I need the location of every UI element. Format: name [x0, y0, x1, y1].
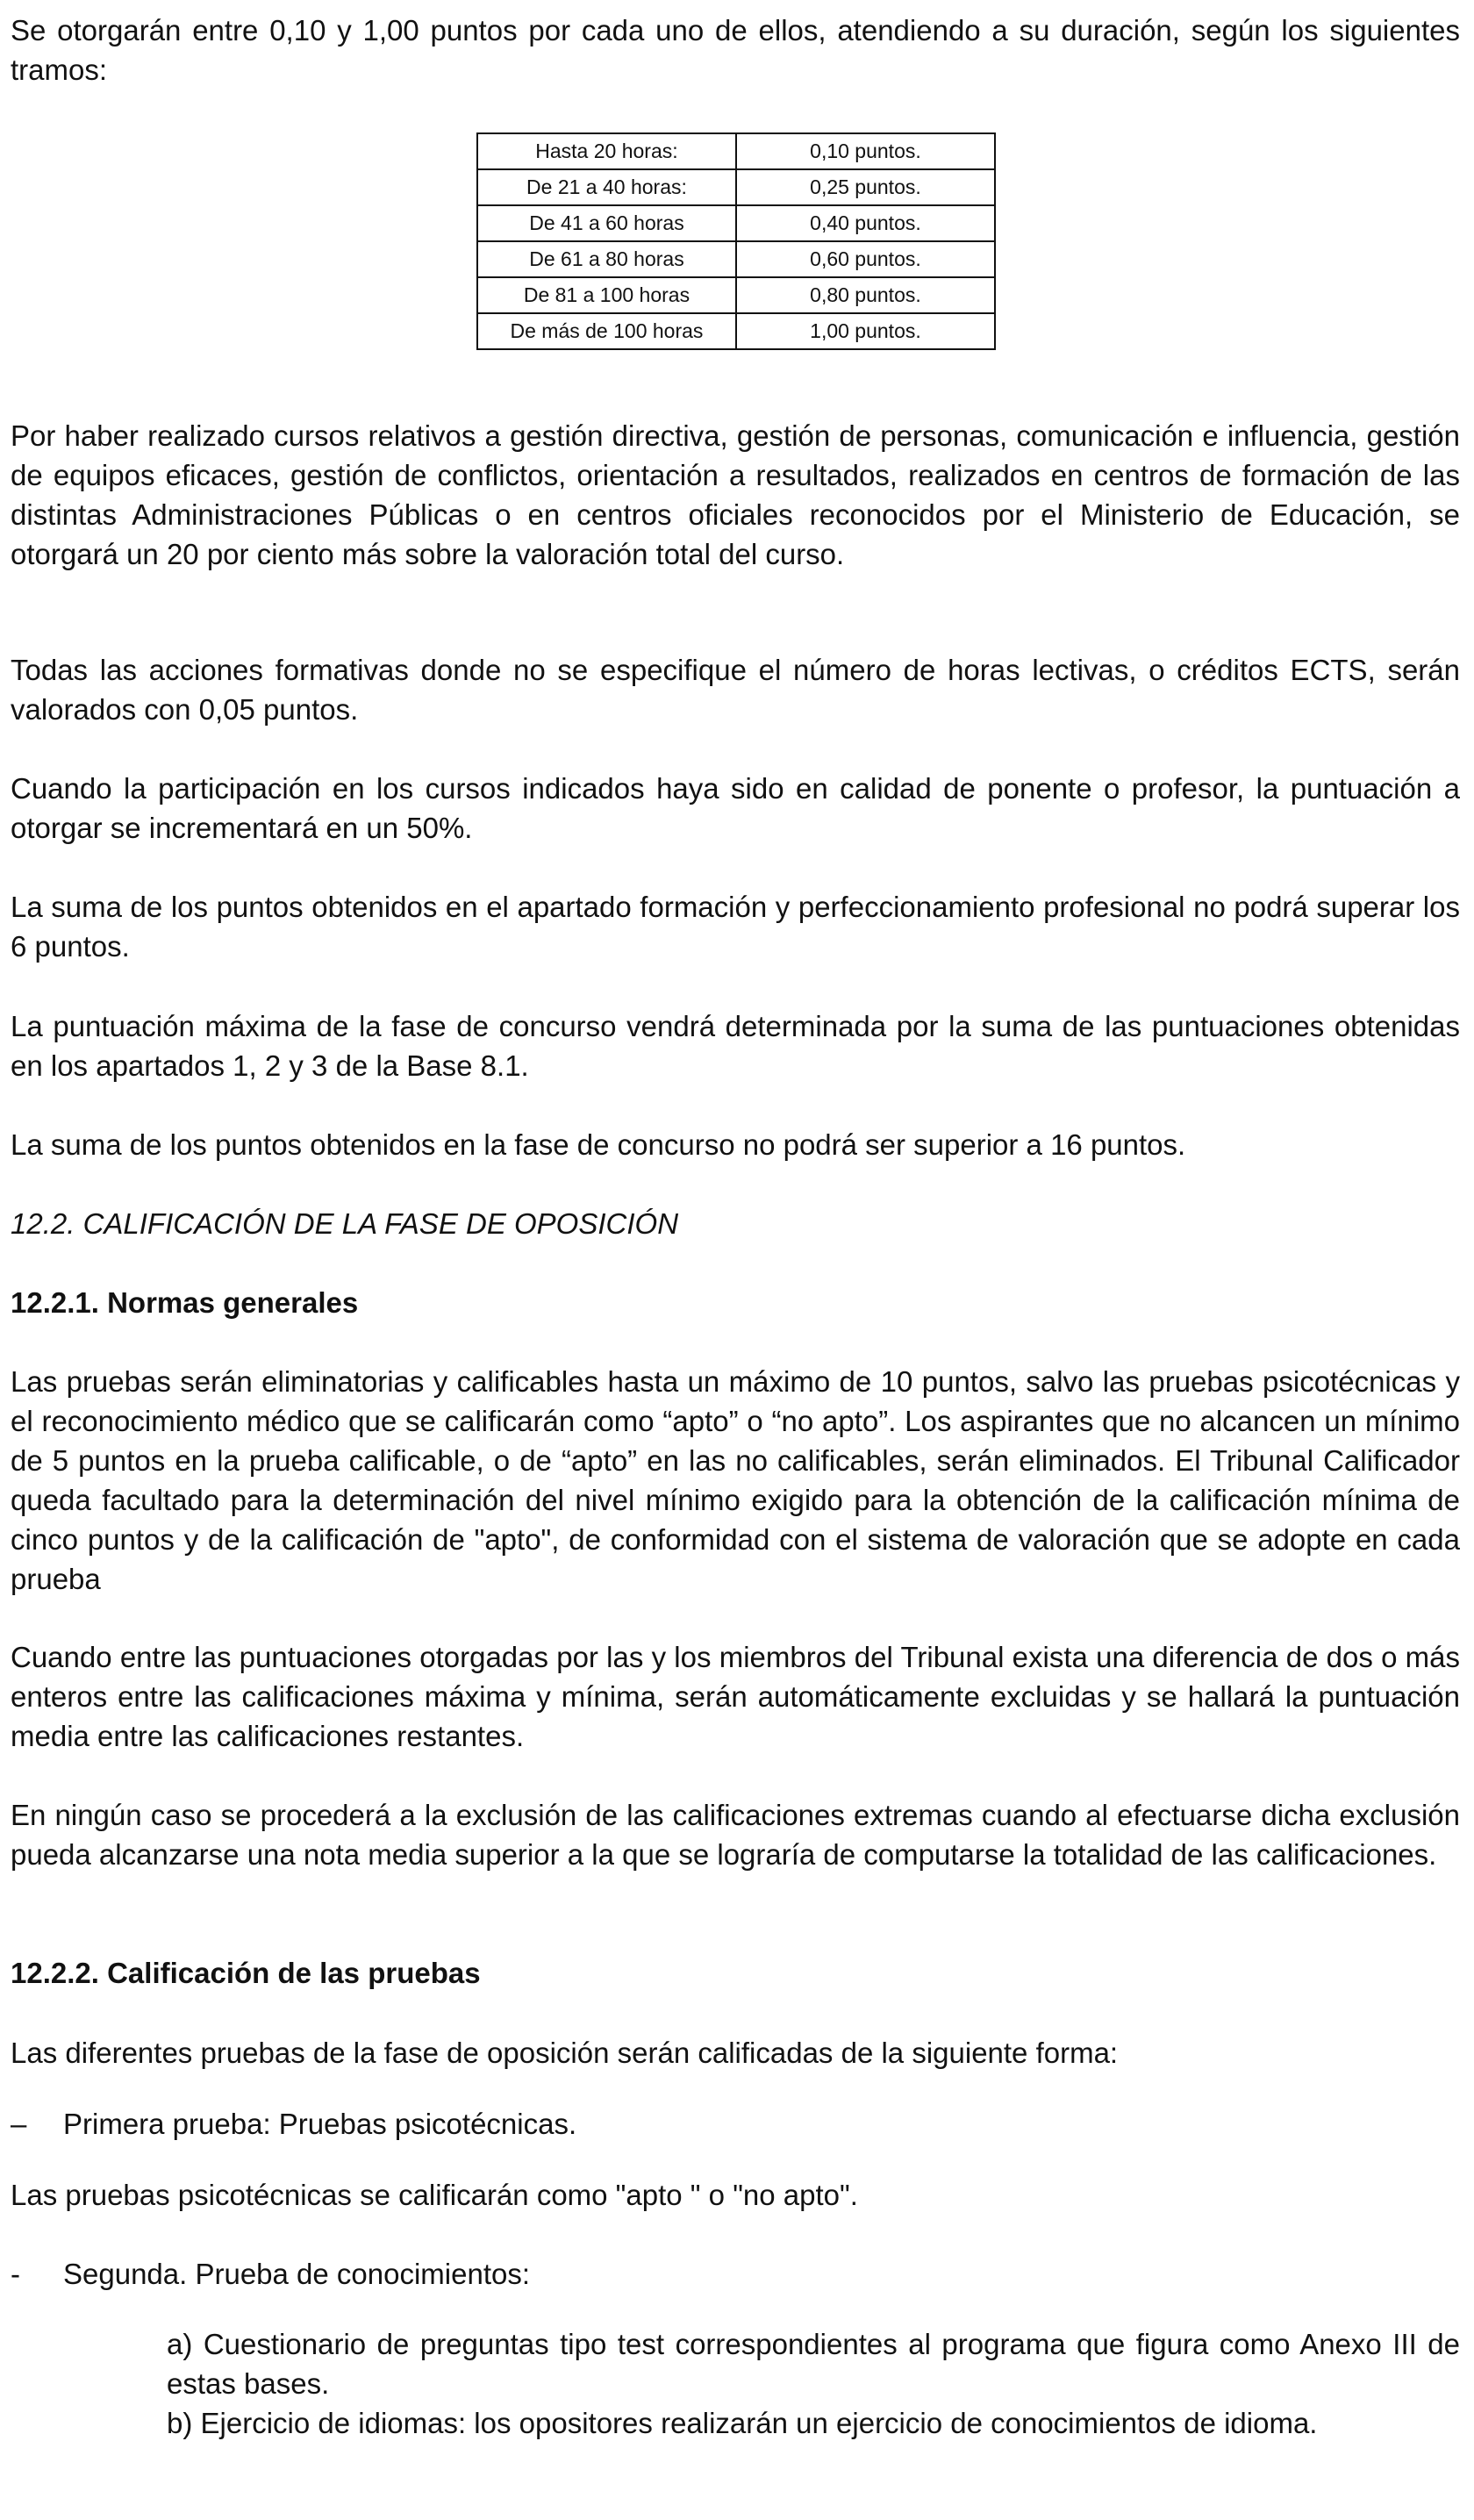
intro-paragraph: Se otorgarán entre 0,10 y 1,00 puntos por cada uno de ellos, atendiendo a su duración, según los siguientes tramos: [11, 14, 1460, 86]
puntuacion-maxima-paragraph: La puntuación máxima de la fase de concurso vendrá determinada por la suma de las puntuaciones obtenidas en los apartados 1, 2 y 3 de la Base 8.1. [11, 1010, 1460, 1082]
section-12-2-2-heading: 12.2.2. Calificación de las pruebas [11, 1957, 481, 1989]
tramo-horas-cell: De 81 a 100 horas [477, 277, 736, 313]
calificacion-intro: Las diferentes pruebas de la fase de oposición serán calificadas de la siguiente forma: [11, 2037, 1119, 2069]
tramo-puntos-cell: 0,25 puntos. [736, 169, 995, 205]
limite-concurso-paragraph: La suma de los puntos obtenidos en la fase de concurso no podrá ser superior a 16 puntos. [11, 1128, 1186, 1161]
tramos-row [477, 205, 995, 241]
normas-paragraph-1: Las pruebas serán eliminatorias y calificables hasta un máximo de 10 puntos, salvo las pruebas psicotécnicas y el reconocimiento médico que se calificarán como “apto” o “no apto”. Los aspirantes que no alcancen un mínimo de 5 puntos en la prueba calificable, o de “apto” en las no calificables, serán eliminados. El Tribunal Calificador queda facultado para la determinación del nivel mínimo exigido para la obtención de la calificación mínima de cinco puntos y de la calificación de "apto", de conformidad con el sistema de valoración que se adopte en cada prueba [11, 1365, 1460, 1595]
sub-item-b: b) Ejercicio de idiomas: los opositores realizarán un ejercicio de conocimientos de idioma. [167, 2407, 1318, 2439]
tramos-row [477, 169, 995, 205]
tramo-puntos-cell: 0,80 puntos. [736, 277, 995, 313]
sub-item-a: a) Cuestionario de preguntas tipo test correspondientes al programa que figura como Anexo III de estas bases. [167, 2328, 1460, 2400]
tramo-puntos-cell: 0,60 puntos. [736, 241, 995, 277]
tramos-table [476, 132, 996, 350]
limite-formacion-paragraph: La suma de los puntos obtenidos en el apartado formación y perfeccionamiento profesional no podrá superar los 6 puntos. [11, 891, 1460, 963]
list-dash: - [11, 2258, 20, 2290]
list-dash: – [11, 2108, 27, 2140]
tramo-horas-cell: De 21 a 40 horas: [477, 169, 736, 205]
tramo-horas-cell: Hasta 20 horas: [477, 133, 736, 169]
tramos-row [477, 313, 995, 349]
list-item-primera-prueba: Primera prueba: Pruebas psicotécnicas. [63, 2108, 577, 2140]
normas-paragraph-3: En ningún caso se procederá a la exclusión de las calificaciones extremas cuando al efectuarse dicha exclusión pueda alcanzarse una nota media superior a la que se lograría de computarse la totalidad de las calificaciones. [11, 1799, 1460, 1871]
gestion-directiva-paragraph: Por haber realizado cursos relativos a gestión directiva, gestión de personas, comunicación e influencia, gestión de equipos eficaces, gestión de conflictos, orientación a resultados, realizados en centros de formación de las distintas Administraciones Públicas o en centros oficiales reconocidos por el Ministerio de Educación, se otorgará un 20 por ciento más sobre la valoración total del curso. [11, 419, 1460, 570]
section-12-2-heading: 12.2. CALIFICACIÓN DE LA FASE DE OPOSICIÓN [11, 1207, 679, 1240]
ponente-paragraph: Cuando la participación en los cursos indicados haya sido en calidad de ponente o profesor, la puntuación a otorgar se incrementará en un 50%. [11, 772, 1460, 844]
horas-no-especificadas-paragraph: Todas las acciones formativas donde no se especifique el número de horas lectivas, o créditos ECTS, serán valorados con 0,05 puntos. [11, 654, 1460, 726]
tramos-row [477, 133, 995, 169]
list-item-segunda-prueba: Segunda. Prueba de conocimientos: [63, 2258, 531, 2290]
tramo-puntos-cell: 0,40 puntos. [736, 205, 995, 241]
psicotecnicas-paragraph: Las pruebas psicotécnicas se calificarán como "apto " o "no apto". [11, 2179, 858, 2211]
tramo-puntos-cell: 0,10 puntos. [736, 133, 995, 169]
section-12-2-1-heading: 12.2.1. Normas generales [11, 1286, 359, 1319]
tramo-horas-cell: De 41 a 60 horas [477, 205, 736, 241]
tramo-puntos-cell: 1,00 puntos. [736, 313, 995, 349]
tramos-row [477, 277, 995, 313]
normas-paragraph-2: Cuando entre las puntuaciones otorgadas por las y los miembros del Tribunal exista una diferencia de dos o más enteros entre las calificaciones máxima y mínima, serán automáticamente excluidas y se hallará la puntuación media entre las calificaciones restantes. [11, 1641, 1460, 1752]
tramos-row [477, 241, 995, 277]
tramo-horas-cell: De más de 100 horas [477, 313, 736, 349]
tramo-horas-cell: De 61 a 80 horas [477, 241, 736, 277]
